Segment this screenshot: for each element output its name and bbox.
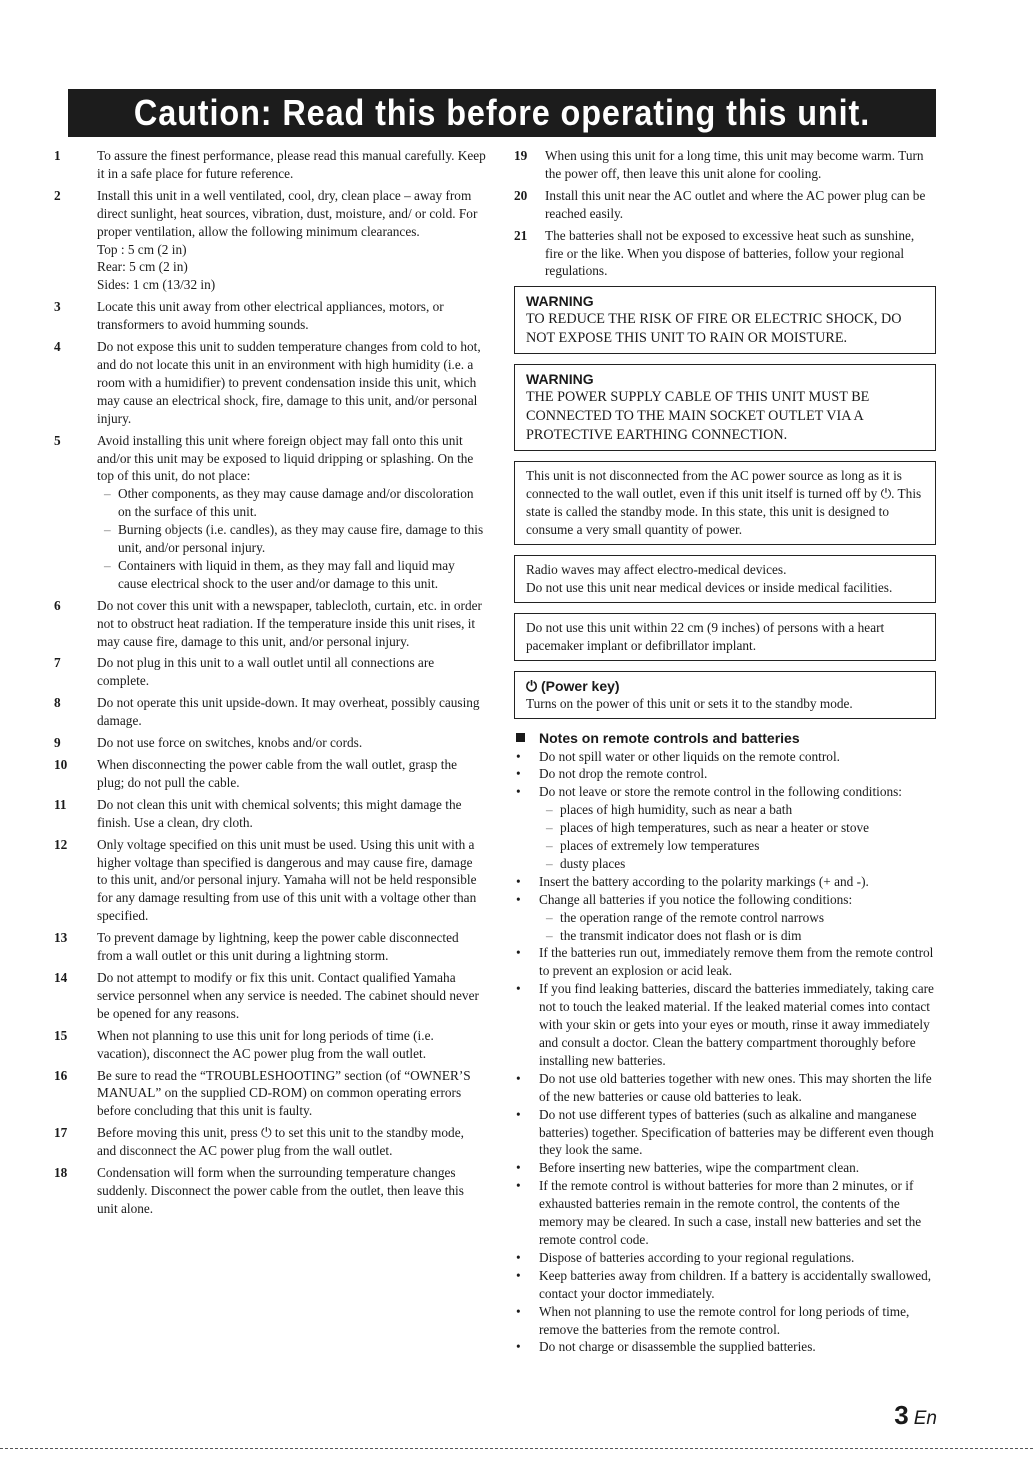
warning-box-moisture (514, 286, 936, 354)
notes-item-text: If you find leaking batteries, discard the batteries immediately, taking care not to touch the leaked material. If the leaked material comes into contact with your skin or gets into your eyes or mouth, rinse it away immediately and consult a doctor. Clean the battery compartment thoroughly before installing new batteries. (539, 981, 934, 1068)
notes-list-item (514, 1159, 936, 1177)
notes-item-text: If the batteries run out, immediately remove them from the remote control to prevent an explosion or acid leak. (539, 945, 934, 979)
item-number-value: 18 (54, 1165, 68, 1181)
item-text: Locate this unit away from other electrical appliances, motors, or transformers to avoid humming sounds. (97, 299, 444, 333)
item-number-value: 19 (514, 148, 528, 163)
numbered-item (54, 147, 486, 183)
power-key-box (514, 671, 936, 719)
notes-list-item (514, 1303, 936, 1339)
notes-section-heading (514, 729, 936, 747)
item-number-value: 17 (54, 1125, 68, 1141)
item-text: Top : 5 cm (2 in) (97, 241, 187, 257)
item-number-value: 1 (54, 148, 61, 163)
sub-list (539, 909, 936, 945)
item-number-value: 8 (54, 695, 61, 711)
item-number-value: 12 (54, 836, 68, 852)
notes-item-text: Insert the battery according to the polarity markings (+ and -). (539, 873, 869, 889)
notes-item-text: Do not use old batteries together with new ones. This may shorten the life of the new batteries or cause old batteries to leak. (539, 1070, 932, 1104)
notes-list-item (514, 1106, 936, 1160)
item-number-value: 9 (54, 735, 61, 751)
item-number (54, 734, 97, 752)
item-text: When disconnecting the power cable from the wall outlet, grasp the plug; do not pull the cable. (97, 757, 458, 790)
item-body (97, 796, 486, 832)
page-language: En (913, 1408, 937, 1429)
numbered-item (54, 1027, 486, 1063)
notes-item-text: Change all batteries if you notice the following conditions: (539, 891, 853, 907)
notes-item-text: Keep batteries away from children. If a battery is accidentally swallowed, contact your doctor immediately. (539, 1267, 932, 1301)
item-text: Install this unit in a well ventilated, cool, dry, clean place – away from direct sunlight, heat sources, vibration, dust, moisture, and/ or cold. For proper ventilation, allow the following minimum clearances. (97, 187, 478, 239)
item-number (54, 1124, 97, 1160)
item-body (97, 187, 486, 294)
item-text: The batteries shall not be exposed to excessive heat such as sunshine, fire or the like. When you dispose of batteries, follow your regional regulations. (545, 227, 915, 279)
notes-item-text: When not planning to use the remote control for long periods of time, remove the batteries from the remote control. (539, 1303, 910, 1337)
sub-list-item: – Containers with liquid in them, as they may fall and liquid may cause electrical shock to the user and/or damage to this unit. (97, 557, 486, 593)
numbered-item (54, 756, 486, 792)
sub-list-item: – the operation range of the remote control narrows (539, 909, 936, 927)
item-text: Do not plug in this unit to a wall outlet until all connections are complete. (97, 655, 435, 689)
numbered-item (54, 597, 486, 651)
notes-list-item (514, 765, 936, 783)
item-number (514, 187, 545, 223)
item-number (54, 187, 97, 294)
notes-list-item (514, 748, 936, 766)
radio-waves-line-1: Radio waves may affect electro-medical devices. (526, 561, 787, 577)
item-number-value: 7 (54, 655, 61, 671)
item-number (54, 756, 97, 792)
numbered-item (54, 187, 486, 294)
notes-item-text: Do not charge or disassemble the supplied batteries. (539, 1339, 816, 1355)
item-body (545, 187, 936, 223)
notes-list-item (514, 980, 936, 1070)
item-number (54, 1067, 97, 1121)
item-number (54, 338, 97, 428)
numbered-item (54, 694, 486, 730)
footer-rule (0, 1448, 1033, 1449)
item-body (97, 654, 486, 690)
item-number-value: 21 (514, 227, 528, 243)
item-body (97, 338, 486, 428)
item-body (97, 597, 486, 651)
numbered-item (54, 338, 486, 428)
item-number (54, 969, 97, 1023)
sub-list-item: – dusty places (539, 855, 936, 873)
item-number-value: 15 (54, 1027, 68, 1043)
power-key-heading: ⏻ (Power key) (526, 677, 620, 694)
pacemaker-box (514, 613, 936, 661)
sub-list-item: – places of high humidity, such as near a bath (539, 801, 936, 819)
warning-heading: WARNING (526, 293, 594, 310)
item-body (97, 836, 486, 926)
item-body (97, 147, 486, 183)
numbered-item (54, 654, 486, 690)
numbered-item (54, 969, 486, 1023)
notes-item-text: Do not drop the remote control. (539, 766, 708, 782)
item-text: Do not use force on switches, knobs and/or cords. (97, 735, 363, 751)
radio-waves-box (514, 555, 936, 603)
item-number-value: 10 (54, 757, 68, 772)
item-body (97, 929, 486, 965)
radio-waves-line-2: Do not use this unit near medical devices or inside medical facilities. (526, 579, 893, 595)
numbered-item (54, 734, 486, 752)
sub-list-item: – places of high temperatures, such as near a heater or stove (539, 819, 936, 837)
item-body (97, 298, 486, 334)
right-column (514, 147, 936, 1356)
item-number (54, 1027, 97, 1063)
item-number (54, 298, 97, 334)
item-number (514, 147, 545, 183)
notes-item-text: Before inserting new batteries, wipe the compartment clean. (539, 1160, 860, 1176)
item-text: When using this unit for a long time, this unit may become warm. Turn the power off, then leave this unit alone for cooling. (545, 148, 924, 181)
sub-list-item: – Other components, as they may cause damage and/or discoloration on the surface of this unit. (97, 485, 486, 521)
item-number (54, 694, 97, 730)
warning-box-earthing (514, 364, 936, 451)
item-number-value: 20 (514, 187, 528, 203)
item-body (97, 756, 486, 792)
item-number (54, 929, 97, 965)
left-column (54, 147, 486, 1222)
item-number-value: 2 (54, 187, 61, 203)
item-text: Do not clean this unit with chemical solvents; this might damage the finish. Use a clean, dry cloth. (97, 796, 462, 830)
numbered-item (54, 1164, 486, 1218)
caution-banner (68, 89, 936, 137)
item-number (514, 227, 545, 281)
item-text: To prevent damage by lightning, keep the power cable disconnected from a wall outlet or this unit during a lightning storm. (97, 930, 459, 964)
sub-list (539, 801, 936, 873)
right-numbered-list (514, 147, 936, 280)
item-body (97, 734, 486, 752)
item-body (97, 1124, 486, 1160)
notes-list-item (514, 1267, 936, 1303)
notes-item-text: Do not leave or store the remote control in the following conditions: (539, 784, 902, 800)
numbered-item (54, 432, 486, 593)
item-body (545, 147, 936, 183)
item-number-value: 4 (54, 339, 61, 355)
notes-heading-text: Notes on remote controls and batteries (539, 729, 800, 746)
notes-item-text: If the remote control is without batteries for more than 2 minutes, or if exhausted batteries remain in the remote control, the contents of the memory may be cleared. In such a case, install new batteries and set the remote control code. (539, 1178, 922, 1247)
numbered-item (54, 796, 486, 832)
item-number (54, 1164, 97, 1218)
item-number-value: 5 (54, 432, 61, 448)
notes-list-item (514, 1177, 936, 1249)
item-body (545, 227, 936, 281)
standby-notice-box (514, 461, 936, 545)
item-number (54, 432, 97, 593)
item-text: To assure the finest performance, please read this manual carefully. Keep it in a safe place for future reference. (97, 148, 486, 181)
notes-list-item (514, 891, 936, 945)
notes-list (514, 748, 936, 1357)
notes-list-item (514, 873, 936, 891)
sub-list-item: – Burning objects (i.e. candles), as they may cause fire, damage to this unit, and/or personal injury. (97, 521, 486, 557)
sub-list-item: – places of extremely low temperatures (539, 837, 936, 855)
item-number (54, 836, 97, 926)
item-text: Be sure to read the “TROUBLESHOOTING” section (of “OWNER’S MANUAL” on the supplied CD-ROM) on common operating errors before concluding that this unit is faulty. (97, 1067, 471, 1119)
page-number-value: 3 (894, 1400, 909, 1430)
item-text: Do not operate this unit upside-down. It may overheat, possibly causing damage. (97, 695, 480, 729)
item-text: Before moving this unit, press ⏻ to set this unit to the standby mode, and disconnect the AC power plug from the wall outlet. (97, 1125, 464, 1159)
numbered-item (54, 1124, 486, 1160)
warning-text: THE POWER SUPPLY CABLE OF THIS UNIT MUST BE CONNECTED TO THE MAIN SOCKET OUTLET VIA A PROTECTIVE EARTHING CONNECTION. (526, 389, 870, 444)
pacemaker-text: Do not use this unit within 22 cm (9 inches) of persons with a heart pacemaker implant or defibrillator implant. (526, 619, 885, 653)
item-text: Avoid installing this unit where foreign object may fall onto this unit and/or this unit may be exposed to liquid dripping or splashing. On the top of this unit, do not place: (97, 432, 474, 484)
item-text: Do not cover this unit with a newspaper, tablecloth, curtain, etc. in order not to obstruct heat radiation. If the temperature inside this unit rises, it may cause fire, damage to this unit, and/or personal injury. (97, 597, 482, 649)
numbered-item (54, 1067, 486, 1121)
item-number (54, 796, 97, 832)
notes-list-item (514, 783, 936, 873)
item-text: When not planning to use this unit for long periods of time (i.e. vacation), disconnect the AC power plug from the wall outlet. (97, 1027, 434, 1061)
notes-item-text: Dispose of batteries according to your regional regulations. (539, 1249, 855, 1265)
item-body (97, 969, 486, 1023)
item-body (97, 1164, 486, 1218)
item-text: Sides: 1 cm (13/32 in) (97, 277, 216, 293)
numbered-item (514, 147, 936, 183)
item-number (54, 654, 97, 690)
notes-list-item (514, 944, 936, 980)
page-number (894, 1400, 937, 1431)
item-text: Install this unit near the AC outlet and where the AC power plug can be reached easily. (545, 187, 926, 221)
item-body (97, 432, 486, 593)
item-text: Condensation will form when the surrounding temperature changes suddenly. Disconnect the power cable from the outlet, then leave this unit alone. (97, 1165, 464, 1216)
page-title: Caution: Read this before operating this unit. (133, 92, 871, 133)
item-text: Do not attempt to modify or fix this unit. Contact qualified Yamaha service personnel when any service is needed. The cabinet should never be opened for any reasons. (97, 969, 479, 1021)
item-number-value: 6 (54, 597, 61, 613)
item-text: Do not expose this unit to sudden temperature changes from cold to hot, and do not locate this unit in an environment with high humidity (i.e. a room with a humidifier) to prevent condensation inside this unit, which may cause an electrical shock, fire, damage to this unit, and/or personal injury. (97, 339, 481, 426)
item-text: Rear: 5 cm (2 in) (97, 259, 188, 275)
warning-heading: WARNING (526, 371, 594, 388)
item-text: Only voltage specified on this unit must be used. Using this unit with a higher voltage than specified is dangerous and may cause fire, damage to this unit, and/or personal injury. Yamaha will not be held responsible for any damage resulting from use of this unit with a voltage other than specified. (97, 836, 477, 924)
numbered-item (514, 227, 936, 281)
notes-item-text: Do not use different types of batteries (such as alkaline and manganese batteries) together. Specification of batteries may be different even though they look the same. (539, 1106, 934, 1158)
power-key-text: Turns on the power of this unit or sets it to the standby mode. (526, 695, 853, 711)
standby-notice-text: This unit is not disconnected from the AC power source as long as it is connected to the wall outlet, even if this unit itself is turned off by ⏻. This state is called the standby mode. In this state, this unit is designed to consume a very small quantity of power. (526, 468, 922, 538)
square-bullet-icon (516, 733, 525, 742)
item-number (54, 597, 97, 651)
numbered-item (54, 836, 486, 926)
item-number-value: 13 (54, 930, 68, 946)
item-body (97, 1067, 486, 1121)
sub-list (97, 485, 486, 592)
notes-list-item (514, 1070, 936, 1106)
notes-list-item (514, 1338, 936, 1356)
sub-list-item: – the transmit indicator does not flash or is dim (539, 927, 936, 945)
warning-text: TO REDUCE THE RISK OF FIRE OR ELECTRIC SHOCK, DO NOT EXPOSE THIS UNIT TO RAIN OR MOISTURE. (526, 311, 902, 347)
numbered-item (54, 298, 486, 334)
item-body (97, 694, 486, 730)
item-number-value: 11 (54, 796, 67, 812)
item-number (54, 147, 97, 183)
notes-list-item (514, 1249, 936, 1267)
item-number-value: 14 (54, 969, 68, 985)
numbered-item (514, 187, 936, 223)
numbered-item (54, 929, 486, 965)
item-body (97, 1027, 486, 1063)
notes-item-text: Do not spill water or other liquids on the remote control. (539, 748, 840, 764)
item-number-value: 16 (54, 1067, 68, 1083)
item-number-value: 3 (54, 299, 61, 315)
